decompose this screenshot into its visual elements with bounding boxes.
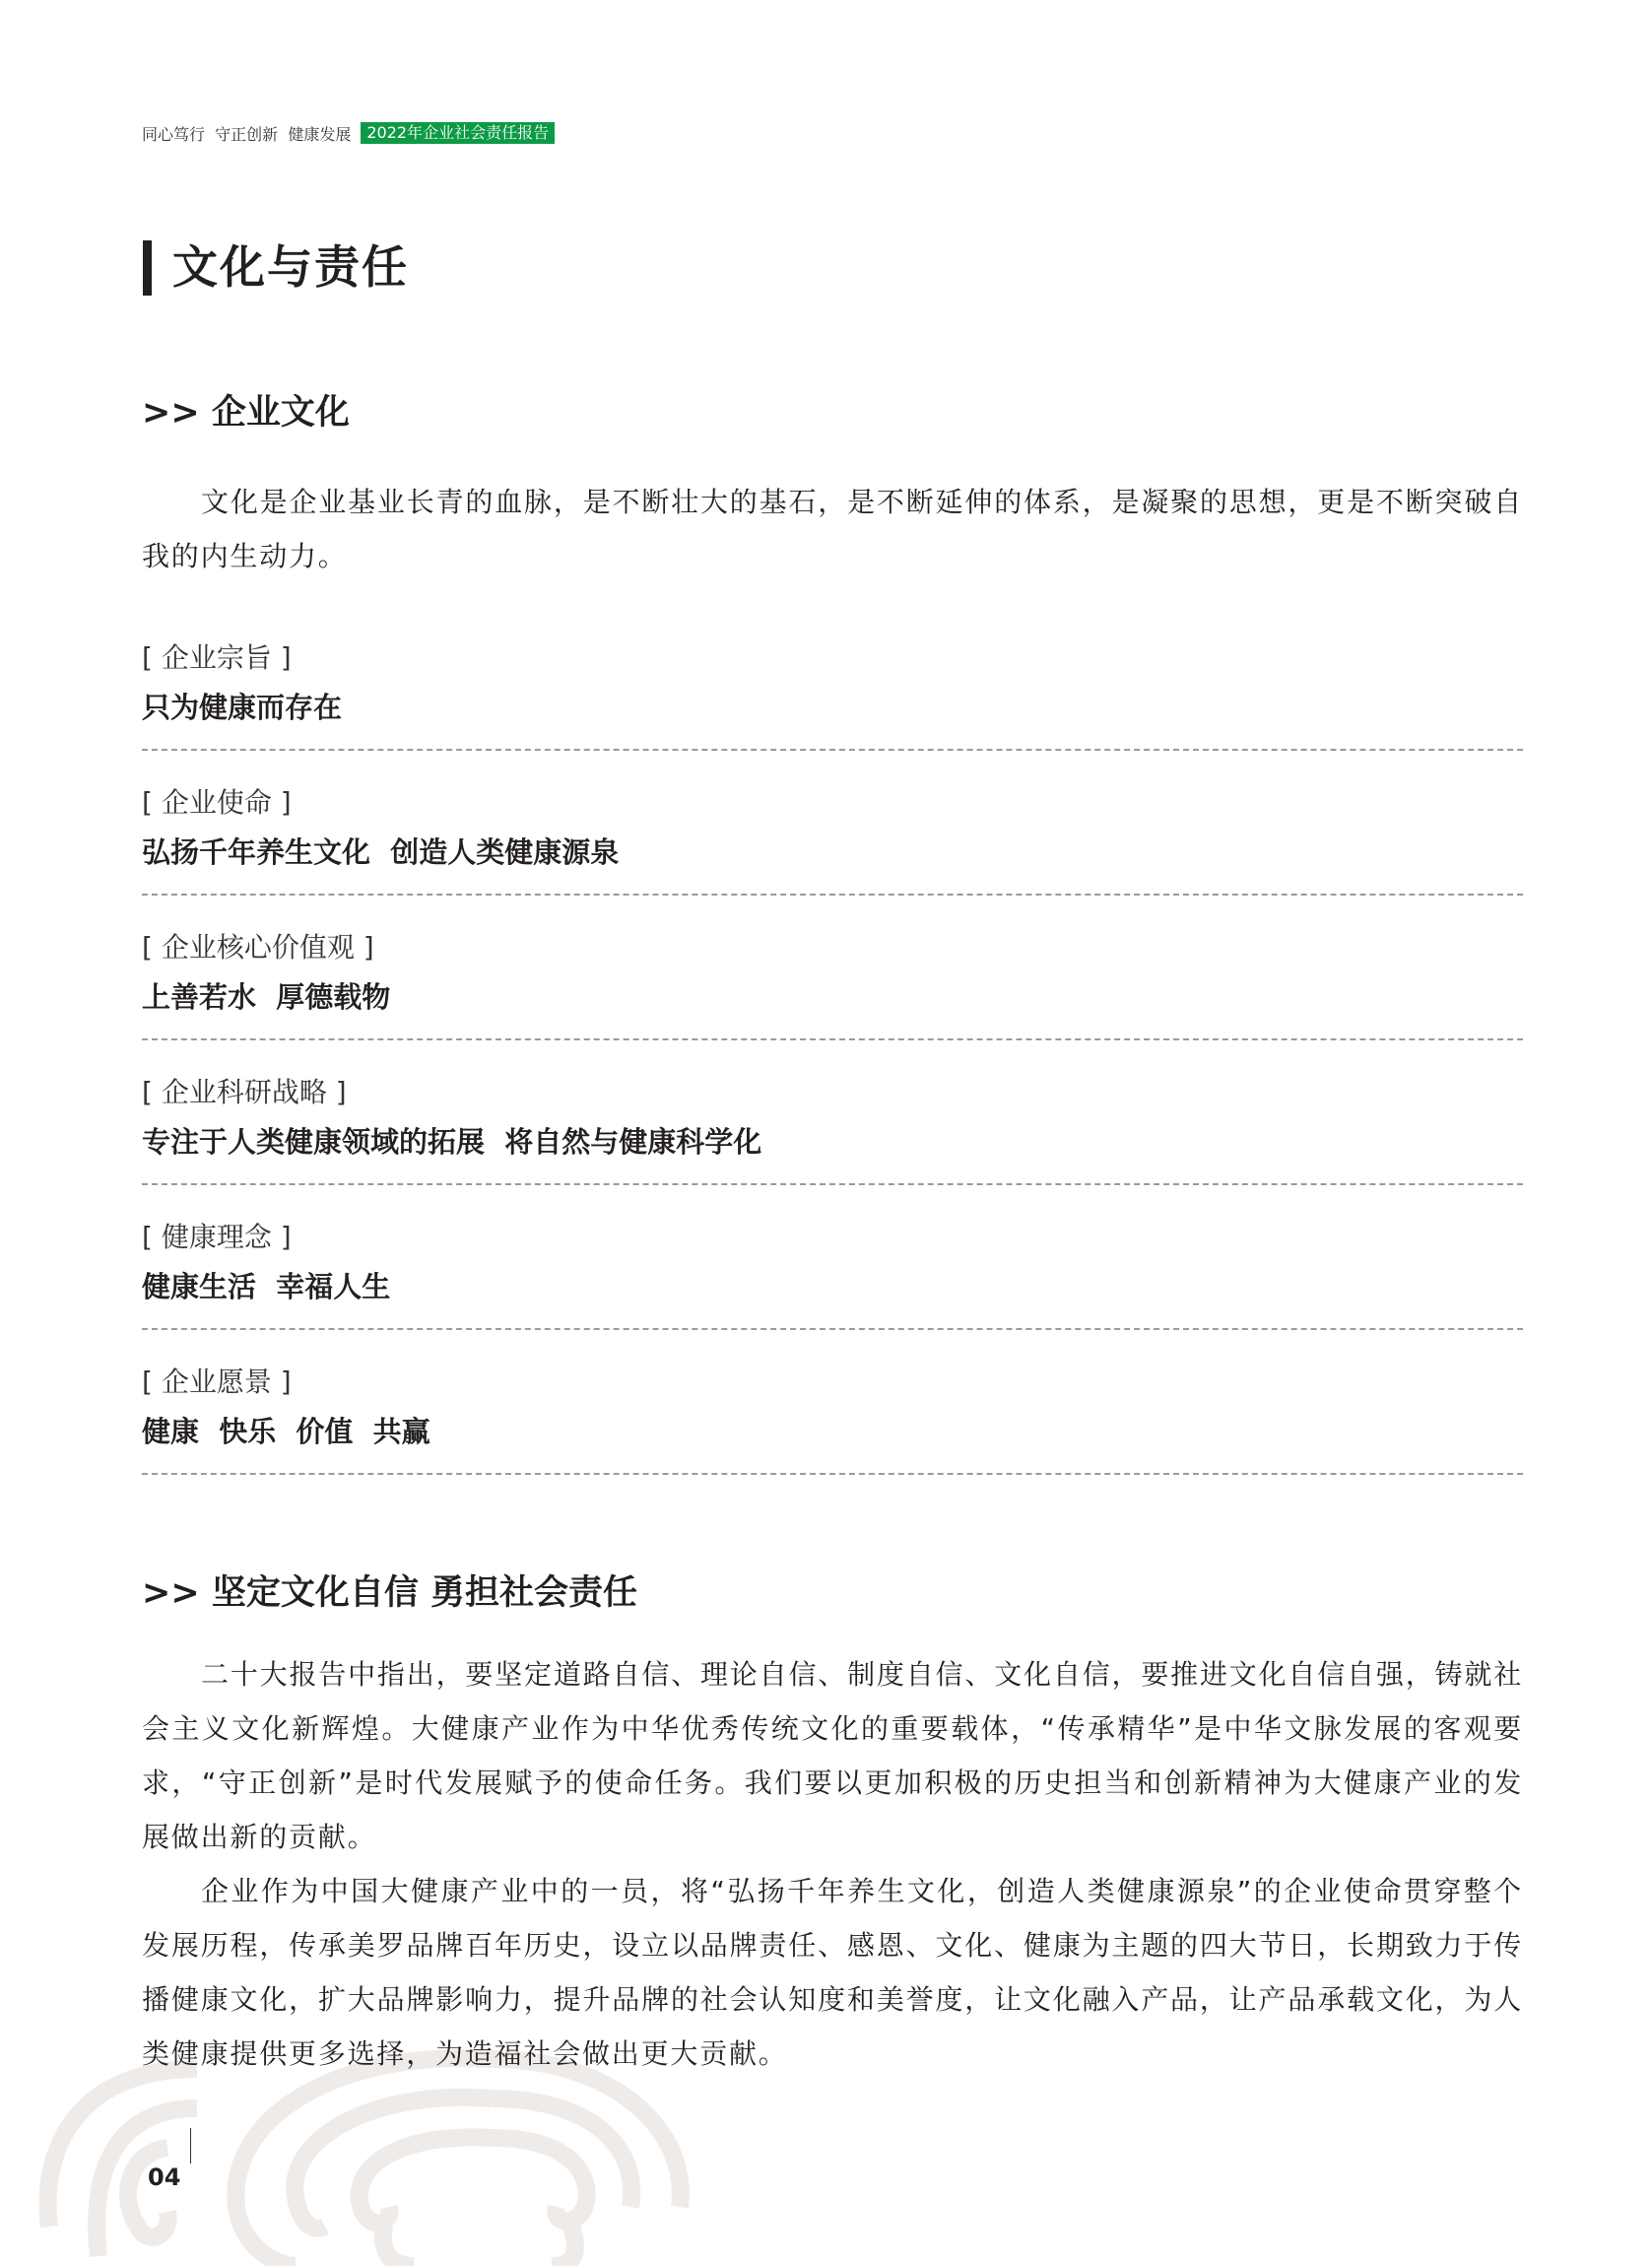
culture-item [142, 928, 1523, 1040]
culture-item [142, 1073, 1523, 1185]
item-label: [ 企业科研战略 ] [142, 1076, 347, 1108]
culture-item [142, 1218, 1523, 1330]
responsibility-paragraph: 企业作为中国大健康产业中的一员，将“弘扬千年养生文化，创造人类健康源泉”的企业使命贯穿整个发展历程，传承美罗品牌百年历史，设立以品牌责任、感恩、文化、健康为主题的四大节日，长期致力于传播健康文化，扩大品牌影响力，提升品牌的社会认知度和美誉度，让文化融入产品，让产品承载文化，为人类健康提供更多选择，为造福社会做出更大贡献。 [142, 1875, 1523, 2070]
item-value: 只为健康而存在 [142, 691, 343, 724]
item-label: [ 企业核心价值观 ] [142, 931, 374, 964]
culture-intro-paragraph: 文化是企业基业长青的血脉，是不断壮大的基石，是不断延伸的体系，是凝聚的思想，更是不断突破自我的内生动力。 [142, 486, 1523, 572]
title-accent-bar [143, 240, 152, 296]
culture-item [142, 638, 1523, 751]
culture-item [142, 783, 1523, 896]
culture-item [142, 1363, 1523, 1475]
item-value: 健康 快乐 价值 共赢 [142, 1415, 430, 1448]
page-number-divider [190, 2128, 191, 2164]
report-badge: 2022年企业社会责任报告 [361, 122, 555, 144]
item-label: [ 企业愿景 ] [142, 1366, 292, 1398]
item-label: [ 健康理念 ] [142, 1221, 292, 1253]
item-label: [ 企业宗旨 ] [142, 641, 292, 674]
item-label: [ 企业使命 ] [142, 786, 292, 819]
item-value: 专注于人类健康领域的拓展 将自然与健康科学化 [142, 1125, 762, 1159]
running-header [142, 122, 555, 144]
page-number: 04 [148, 2164, 181, 2191]
section-heading-culture: >> 企业文化 [142, 393, 350, 433]
section-heading-responsibility: >> 坚定文化自信 勇担社会责任 [142, 1573, 638, 1613]
responsibility-paragraph: 二十大报告中指出，要坚定道路自信、理论自信、制度自信、文化自信，要推进文化自信自强，铸就社会主义文化新辉煌。大健康产业作为中华优秀传统文化的重要载体，“传承精华”是中华文脉发展的客观要求，“守正创新”是时代发展赋予的使命任务。我们要以更加积极的历史担当和创新精神为大健康产业的发展做出新的贡献。 [142, 1658, 1523, 1853]
item-value: 上善若水 厚德载物 [142, 980, 391, 1014]
page-title: 文化与责任 [172, 240, 409, 294]
item-value: 健康生活 幸福人生 [142, 1270, 391, 1303]
header-slogan: 同心笃行 守正创新 健康发展 [142, 124, 352, 144]
item-value: 弘扬千年养生文化 创造人类健康源泉 [142, 835, 620, 869]
